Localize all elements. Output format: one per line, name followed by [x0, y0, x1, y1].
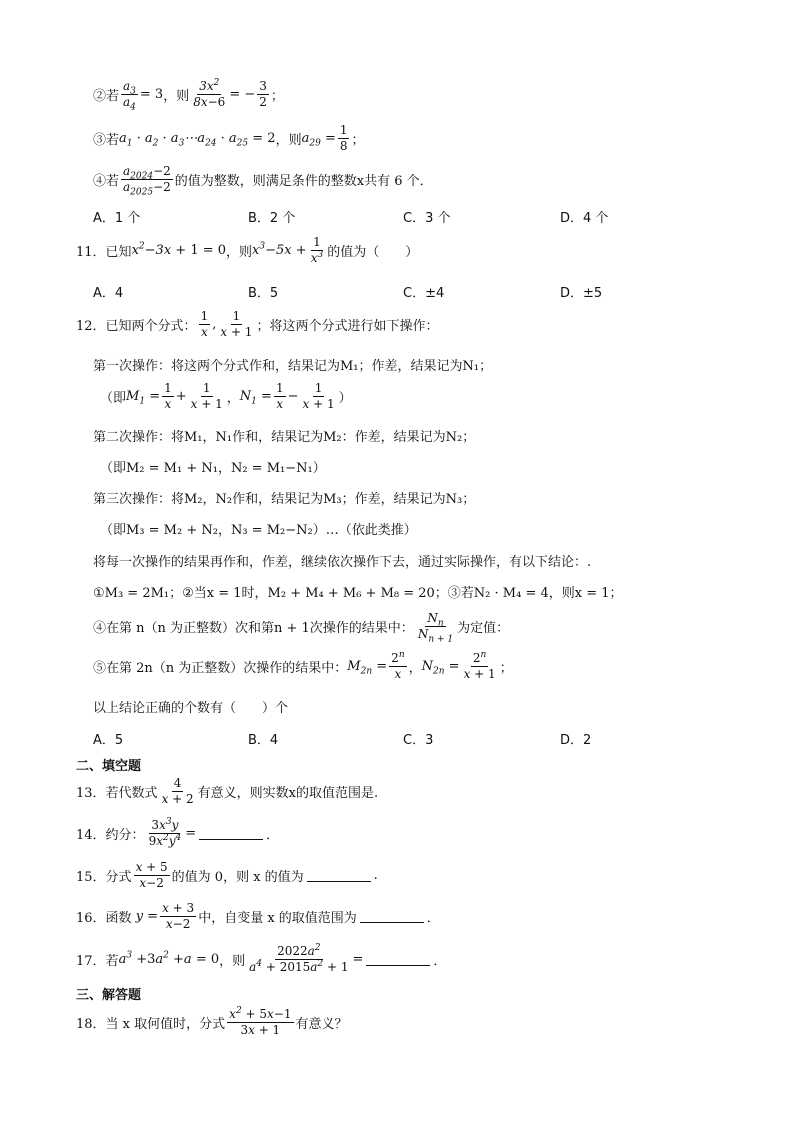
q10-option-c: C．3 个 — [403, 211, 451, 226]
q10-s3-prefix: ③若 — [93, 132, 120, 148]
q12-intro-prefix: 已知两个分式： — [105, 318, 197, 334]
q10-option-d: D．4 个 — [560, 211, 609, 226]
q14: 14． 约分： $\frac{3x^3y}{9x^2y^4}$ = ． — [76, 817, 280, 848]
q12-intro: 12． 已知两个分式： $\frac{1}{x}$ , $\frac{1}{x + 1}$ ；将这两个分式进行如下操作： — [76, 309, 439, 339]
q10-s2-mid: ，则 — [163, 88, 190, 104]
q12-conclusions-1-3: ①M₃ = 2M₁；②当x = 1时，M₂ + M₄ + M₆ + M₈ = 20；③若N₂ · M₄ = 4，则x = 1； — [93, 586, 623, 601]
q12-option-d: D．2 — [560, 733, 592, 748]
q12-conclusion-4 — [93, 611, 510, 644]
q10-s4-prefix: ④若 — [93, 173, 120, 189]
q16-fraction: $\frac{x + 3}{x-2}$ — [162, 901, 195, 931]
q12-fraction-2: $\frac{1}{x + 1}$ — [220, 309, 253, 339]
q16-number: 16． — [76, 910, 106, 926]
q11-option-b: B．5 — [248, 286, 279, 301]
q10-s3-mid: ，则 — [275, 132, 302, 148]
q18 — [76, 1008, 348, 1036]
q12-op2-eq: （即M₂ = M₁ + N₁，N₂ = M₁−N₁） — [100, 461, 326, 476]
q12-op1-eq: （即 $M_1$ = $\frac{1}{x}$ + $\frac{1}{x + 1}$ ， $N_1$ = $\frac{1}{x}$ − $\frac{1}{x + 1}$ ） — [100, 381, 352, 411]
q10-s3-fraction: $\frac{1}{8}$ — [339, 123, 348, 153]
q10-s2-fraction-c: $\frac{3}{2}$ — [259, 79, 267, 109]
q12-c5-prefix: ⑤在第 2n（n 为正整数）次操作的结果中： — [93, 660, 348, 676]
q12-option-a: A．5 — [93, 733, 124, 748]
q15 — [76, 861, 378, 889]
q12-c4-suffix: 为定值： — [457, 620, 510, 636]
q10-s4-fraction: $\frac{a_{2024}-2}{a_{2025}-2}$ — [123, 164, 171, 197]
q10-s2-prefix: ②若 — [93, 88, 120, 104]
q12-continue: 将每一次操作的结果再作和，作差，继续依次操作下去，通过实际操作，有以下结论：. — [93, 555, 592, 570]
q16-suffix: 中，自变量 x 的取值范围为 — [198, 910, 357, 926]
q10-statement-4 — [93, 164, 433, 197]
q15-end: . — [373, 867, 378, 883]
q12-number: 12． — [76, 318, 106, 334]
q13 — [76, 777, 378, 805]
q12-op3-eq: （即M₃ = M₂ + N₂，N₃ = M₂−N₂）…（依此类推） — [100, 523, 417, 538]
q10-statement-2: ②若 $\frac{a_3}{a_4}$ = 3 ，则 $\frac{3x^2}{8x-6}$ = − $\frac{3}{2}$ ； — [93, 78, 284, 112]
q12-option-b: B．4 — [248, 733, 279, 748]
q17-answer-blank[interactable] — [366, 953, 430, 966]
q12-fraction-1: $\frac{1}{x}$ — [200, 309, 209, 339]
q14-fraction: $\frac{3x^3y}{9x^2y^4}$ — [148, 817, 182, 848]
q18-fraction: $\frac{x^2 + 5x-1}{3x + 1}$ — [229, 1006, 292, 1037]
q14-number: 14． — [76, 827, 106, 843]
q16-end: ． — [426, 910, 440, 926]
q17-fraction: $\frac{2022a^2}{a^4 + 2015a^2 + 1}$ — [249, 943, 349, 974]
section-answer-heading: 三、解答题 — [76, 988, 142, 1003]
q15-number: 15． — [76, 869, 106, 885]
q18-suffix: 有意义？ — [295, 1016, 348, 1032]
q12-option-c: C．3 — [403, 733, 434, 748]
q17-mid: ，则 — [219, 953, 246, 969]
q15-answer-blank[interactable] — [307, 869, 371, 882]
q11-stem: 11． 已知 $x^2-3x + 1 = 0$ ，则 $x^3-5x$ + $\frac{1}{x^3}$ 的值为（ ） — [76, 235, 419, 265]
q17: 17． 若 $a^3 +3a^2 +a = 0$ ，则 $\frac{2022a^2}{a^4 + 2015a^2 + 1}$ = ． — [76, 943, 447, 974]
q12-c5-suffix: ； — [499, 660, 513, 676]
q17-end: ． — [433, 953, 447, 969]
q10-s2-fraction-a: $\frac{a_3}{a_4}$ — [123, 79, 136, 112]
section-fill-in-heading: 二、填空题 — [76, 759, 142, 774]
q15-prefix: 分式 — [105, 869, 132, 885]
q13-suffix: 有意义，则实数x的取值范围是. — [197, 785, 379, 801]
q13-prefix: 若代数式 — [105, 785, 158, 801]
q12-c4-prefix: ④在第 n（n 为正整数）次和第n + 1次操作的结果中： — [93, 620, 414, 636]
q11-suffix: 的值为（ ） — [327, 244, 419, 260]
q11-option-d: D．±5 — [560, 286, 603, 301]
q15-suffix: 的值为 0，则 x 的值为 — [171, 869, 304, 885]
q12-question: 以上结论正确的个数有（ ）个 — [93, 701, 289, 716]
q10-s2-fraction-b: $\frac{3x^2}{8x-6}$ — [193, 78, 226, 109]
q11-prefix: 已知 — [105, 244, 132, 260]
q16-prefix: 函数 — [105, 910, 132, 926]
q17-prefix: 若 — [105, 953, 119, 969]
q10-s2-end: ； — [270, 88, 284, 104]
q14-suffix: ． — [266, 827, 280, 843]
q11-option-a: A．4 — [93, 286, 124, 301]
q12-op3: 第三次操作：将M₂，N₂作和，结果记为M₃；作差，结果记为N₃； — [93, 492, 476, 507]
q12-op1: 第一次操作：将这两个分式作和，结果记为M₁；作差，结果记为N₁； — [93, 359, 493, 374]
q10-option-a: A．1 个 — [93, 211, 141, 226]
q14-answer-blank[interactable] — [199, 827, 263, 840]
q16-answer-blank[interactable] — [360, 910, 424, 923]
q12-intro-suffix: ；将这两个分式进行如下操作： — [256, 318, 439, 334]
q11-mid: ，则 — [226, 244, 253, 260]
q11-number: 11． — [76, 244, 106, 260]
q11-option-c: C．±4 — [403, 286, 445, 301]
q13-fraction: $\frac{4}{x + 2}$ — [161, 776, 194, 806]
q13-number: 13． — [76, 785, 106, 801]
q12-conclusion-5: ⑤在第 2n（n 为正整数）次操作的结果中： $M_{2n}$ = $\frac{2^n}{x}$ ， $N_{2n}$ = $\frac{2^n}{x + 1}$ ； — [93, 650, 513, 681]
q10-s3-end: ； — [351, 132, 365, 148]
q17-number: 17． — [76, 953, 106, 969]
q12-c4-fraction: $\frac{N_n}{N_{n + 1}}$ — [417, 611, 454, 644]
q16: 16． 函数 y = $\frac{x + 3}{x-2}$ 中，自变量 x 的取值范围为 ． — [76, 901, 440, 931]
q12-op1-eq-prefix: （即 — [100, 390, 127, 406]
q18-prefix: 当 x 取何值时，分式 — [105, 1016, 226, 1032]
q10-option-b: B．2 个 — [248, 211, 296, 226]
q10-statement-3: ③若 $a_1 \cdot a_2$ · $a_3\cdots a_{24} \cdot a_{25} = 2$ ，则 $a_{29}$ = $\frac{1}{8}$ ； — [93, 123, 365, 153]
q11-fraction: $\frac{1}{x^3}$ — [310, 235, 324, 265]
q18-number: 18． — [76, 1016, 106, 1032]
q14-prefix: 约分： — [105, 827, 145, 843]
q12-op2: 第二次操作：将M₁，N₁作和，结果记为M₂：作差，结果记为N₂； — [93, 430, 476, 445]
q15-fraction: $\frac{x + 5}{x-2}$ — [135, 860, 168, 890]
q10-s4-suffix: 的值为整数，则满足条件的整数x共有 6 个． — [174, 173, 433, 189]
